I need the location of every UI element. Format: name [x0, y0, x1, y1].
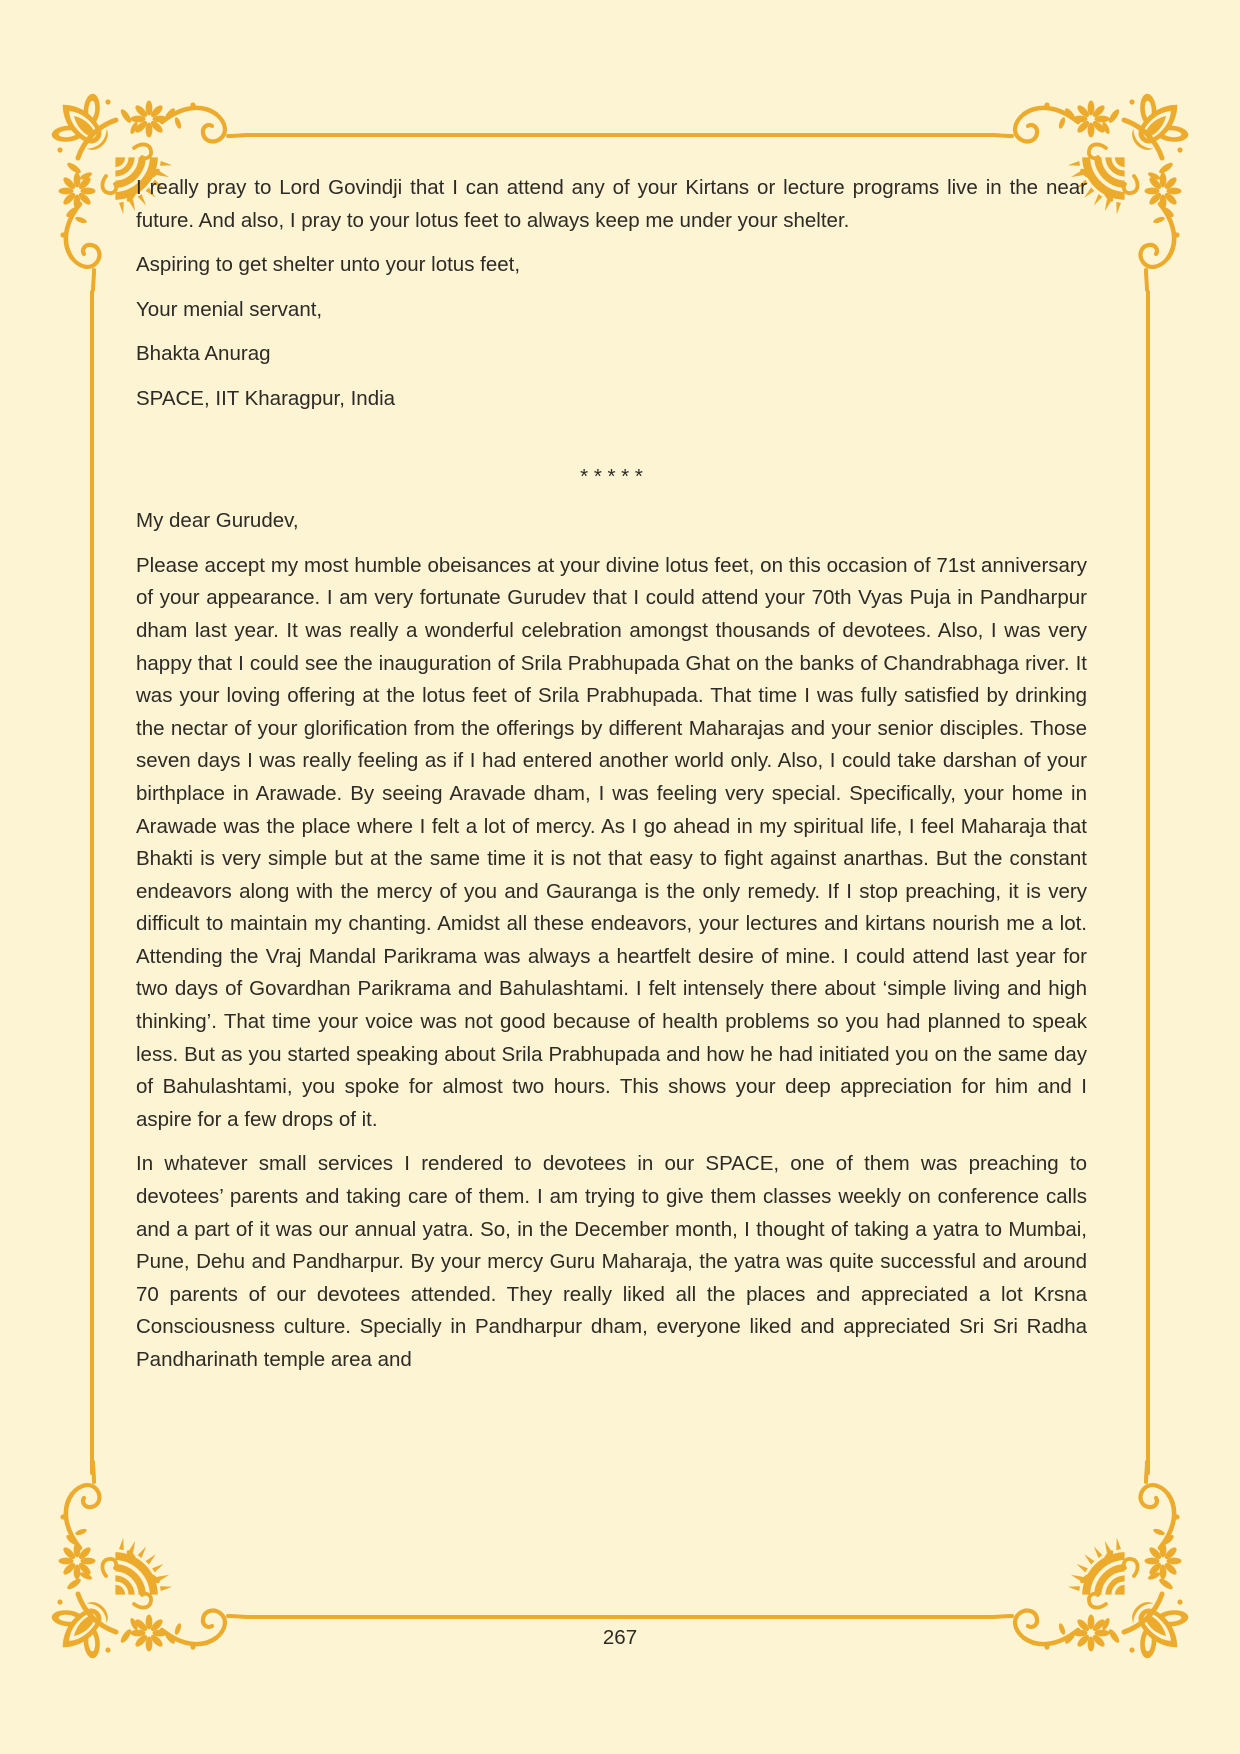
border-line-top	[245, 133, 995, 137]
letter-text-block	[136, 172, 1087, 1389]
body-paragraph-2: In whatever small services I rendered to devotees in our SPACE, one of them was preaching to devotees’ parents and taking care of them. I am trying to give them classes weekly on conference calls and a part of it was our annual yatra. So, in the December month, I thought of taking a yatra to Mumbai, Pune, Dehu and Pandharpur. By your mercy Guru Maharaja, the yatra was quite successful and around 70 parents of our devotees attended. They really liked all the places and appreciated a lot Krsna Consciousness culture. Specially in Pandharpur dham, everyone liked and appreciated Sri Sri Radha Pandharinath temple area and	[136, 1152, 1087, 1371]
signoff-line: Your menial servant,	[136, 297, 323, 321]
border-line-left	[90, 290, 94, 1475]
prayer-paragraph: I really pray to Lord Govindji that I can attend any of your Kirtans or lecture programs live in the near future. And also, I pray to your lotus feet to always keep me under your shelter.	[136, 176, 1087, 232]
signature-affiliation: SPACE, IIT Kharagpur, India	[136, 386, 396, 410]
salutation-line: My dear Gurudev,	[136, 509, 299, 533]
signature-name: Bhakta Anurag	[136, 342, 271, 366]
section-separator: * * * * *	[580, 464, 643, 488]
page-number: 267	[602, 1626, 638, 1649]
body-paragraph-1: Please accept my most humble obeisances at your divine lotus feet, on this occasion of 71st anniversary of your appearance. I am very fortunate Gurudev that I could attend your 70th Vyas Puja in Pandharpur dham last year. It was really a wonderful celebration amongst thousands of devotees. Also, I was very happy that I could see the inauguration of Srila Prabhupada Ghat on the banks of Chandrabhaga river. It was your loving offering at the lotus feet of Srila Prabhupada. That time I was fully satisfied by drinking the nectar of your glorification from the offerings by different Maharajas and your senior disciples. Those seven days I was really feeling as if I had entered another world only. Also, I could take darshan of your birthplace in Arawade. By seeing Aravade dham, I was feeling very special. Specifically, your home in Arawade was the place where I felt a lot of mercy. As I go ahead in my spiritual life, I feel Maharaja that Bhakti is very simple but at the same time it is not that easy to fight against anarthas. But the constant endeavors along with the mercy of you and Gauranga is the only remedy. If I stop preaching, it is very difficult to maintain my chanting. Amidst all these endeavors, your lectures and kirtans nourish me a lot. Attending the Vraj Mandal Parikrama was always a heartfelt desire of mine. I could attend last year for two days of Govardhan Parikrama and Bahulashtami. I felt intensely there about ‘simple living and high thinking’. That time your voice was not good because of health problems so you had planned to speak less. But as you started speaking about Srila Prabhupada and how he had initiated you on the same day of Bahulashtami, you spoke for almost two hours. This shows your deep appreciation for him and I aspire for a few drops of it.	[136, 553, 1087, 1131]
border-line-right	[1146, 290, 1150, 1475]
border-line-bottom	[245, 1615, 995, 1619]
aspiring-line: Aspiring to get shelter unto your lotus feet,	[136, 253, 521, 277]
